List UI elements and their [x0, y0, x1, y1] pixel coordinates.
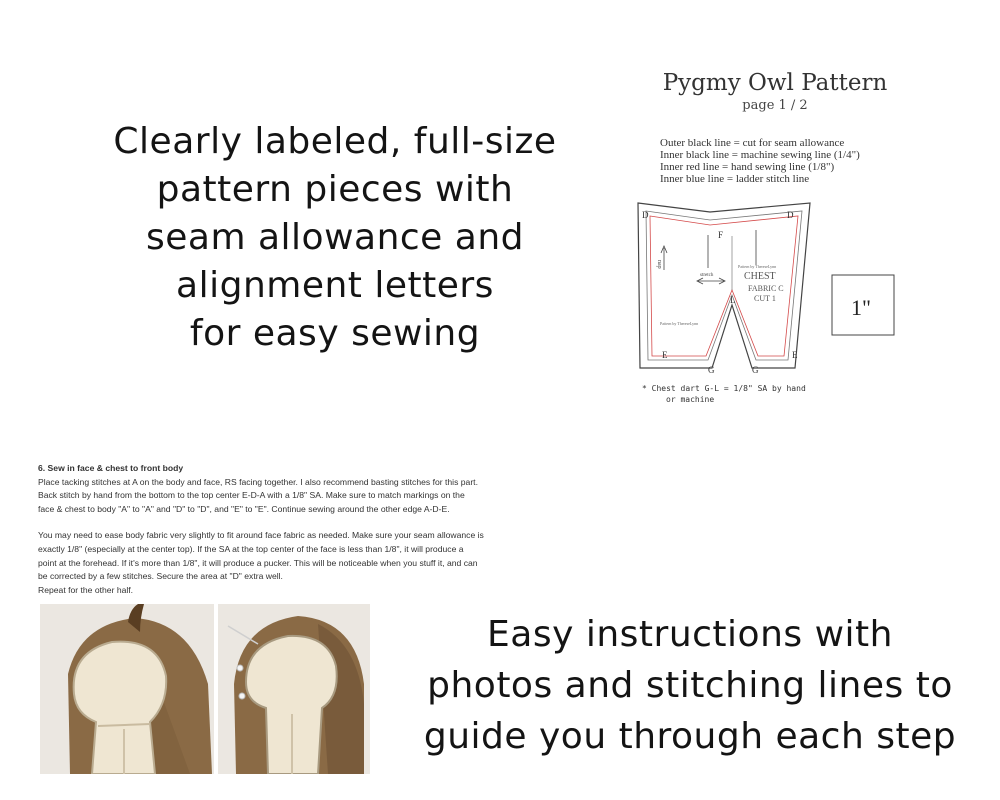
- pattern-credit: Pattern by ThereseLynn: [660, 321, 699, 326]
- cut-line: [638, 203, 810, 368]
- step-photo-front: [40, 604, 214, 774]
- letter-d-left: D: [642, 210, 649, 220]
- caption-line: for easy sewing: [189, 313, 481, 354]
- instruction-line: Place tacking stitches at A on the body and face, RS facing together. I also recommend basting stitches for this part.: [38, 476, 478, 487]
- dart-note-line: * Chest dart G-L = 1/8" SA by hand: [642, 384, 806, 393]
- fabric-illustration: [40, 604, 214, 774]
- pattern-page-number: page 1 / 2: [742, 98, 808, 113]
- chest-pattern-piece: [620, 60, 940, 380]
- scale-label: 1": [851, 295, 871, 320]
- dart-note: [642, 383, 806, 405]
- legend-inner-blue: Inner blue line = ladder stitch line: [660, 173, 810, 185]
- pattern-sheet-preview: [620, 60, 940, 410]
- legend-inner-red: Inner red line = hand sewing line (1/8"): [660, 161, 835, 173]
- letter-g-right: G: [752, 365, 759, 375]
- caption-line: alignment letters: [176, 265, 494, 306]
- dart-note-line: or machine: [666, 395, 715, 404]
- step-photo-sewn: [218, 604, 370, 774]
- letter-l: L: [730, 295, 736, 305]
- pattern-title: Pygmy Owl Pattern: [662, 70, 888, 96]
- caption-line: pattern pieces with: [156, 169, 514, 210]
- instruction-line: be corrected by a few stitches. Secure the area at "D" extra well.: [38, 571, 283, 582]
- grain-label: nap: [656, 260, 662, 269]
- fabric-illustration: [218, 604, 370, 774]
- step-title: 6. Sew in face & chest to front body: [38, 463, 184, 473]
- instruction-line: point at the forehead. If it's more than 1/8", it will produce a pucker. This will be noticeable when you stuff it, and can: [38, 557, 478, 568]
- caption-line: guide you through each step: [423, 716, 957, 757]
- instruction-line: exactly 1/8" (especially at the center top). If the SA at the top center of the face is less than 1/8", it will produce a: [38, 543, 464, 554]
- caption-line: Easy instructions with: [487, 614, 893, 655]
- instructions-excerpt: [38, 462, 558, 597]
- instruction-line: Repeat for the other half.: [38, 584, 134, 595]
- letter-e-left: E: [662, 350, 668, 360]
- letter-e-right: E: [792, 350, 798, 360]
- piece-cut: CUT 1: [754, 294, 776, 303]
- caption-line: photos and stitching lines to: [427, 665, 953, 706]
- instruction-line: face & chest to body "A" to "A" and "D" to "D", and "E" to "E". Continue sewing around the other edge A-D-E.: [38, 503, 450, 514]
- letter-f: F: [718, 230, 724, 240]
- caption-line: seam allowance and: [146, 217, 524, 258]
- letter-d-right: D: [787, 210, 794, 220]
- legend-inner-black: Inner black line = machine sewing line (1/4"): [660, 149, 860, 161]
- caption-pattern-pieces: [90, 118, 580, 358]
- pattern-credit: Pattern by ThereseLynn: [738, 264, 777, 269]
- piece-fabric: FABRIC C: [748, 284, 784, 293]
- instruction-line: You may need to ease body fabric very slightly to fit around face fabric as needed. Make sure your seam allowance is: [38, 530, 484, 541]
- letter-g-left: G: [708, 365, 715, 375]
- stretch-label: stretch: [700, 273, 714, 278]
- caption-instructions: [400, 609, 980, 762]
- legend-outer-black: Outer black line = cut for seam allowance: [660, 137, 845, 149]
- caption-line: Clearly labeled, full-size: [113, 121, 557, 162]
- instruction-line: Back stitch by hand from the bottom to the top center E-D-A with a 1/8" SA. Make sure to match markings on the: [38, 490, 465, 501]
- piece-name: CHEST: [744, 271, 776, 282]
